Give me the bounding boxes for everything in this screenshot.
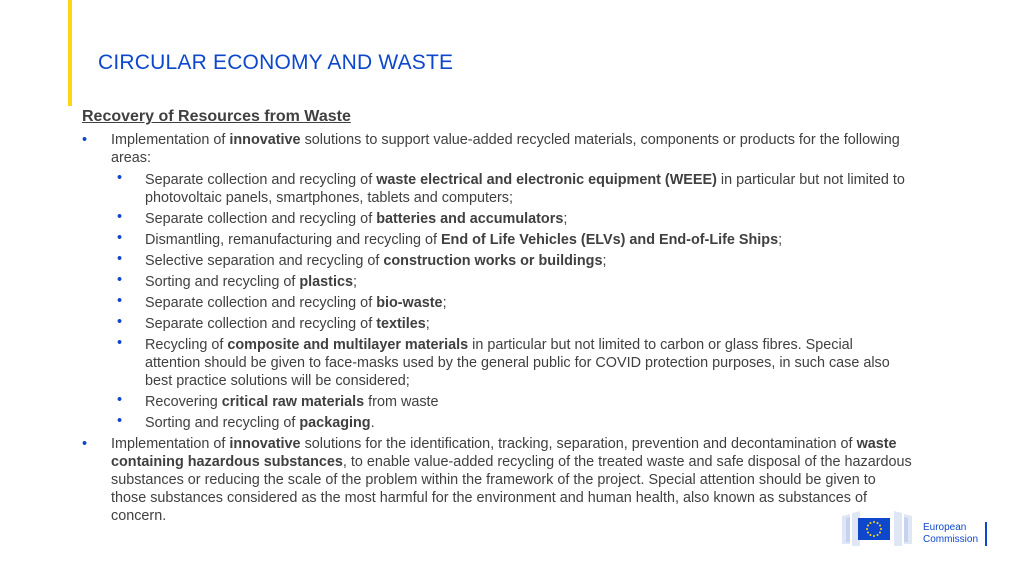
eu-flag-icon <box>858 518 890 540</box>
bullet-dot-icon: • <box>117 170 123 186</box>
sub-item: • Sorting and recycling of packaging. <box>117 413 375 431</box>
bullet-dot-icon: • <box>117 413 123 429</box>
bullet-dot-icon: • <box>117 251 123 267</box>
logo-divider <box>985 522 987 546</box>
sub-item: • Separate collection and recycling of batteries and accumulators; <box>117 209 568 227</box>
bullet-dot-icon: • <box>117 272 123 288</box>
slide-title: CIRCULAR ECONOMY AND WASTE <box>98 51 454 74</box>
bullet-dot-icon: • <box>117 314 123 330</box>
bullet-dot-icon: • <box>117 209 123 225</box>
sub-item: • Separate collection and recycling of textiles; <box>117 314 430 332</box>
slide-content <box>82 108 912 525</box>
bullet-dot-icon: • <box>117 293 123 309</box>
sub-list <box>82 171 912 432</box>
bullet-dot-icon: • <box>117 230 123 246</box>
bullet-dot-icon: • <box>117 392 123 408</box>
sub-item: • Recovering critical raw materials from waste <box>117 392 439 410</box>
sub-item: • Dismantling, remanufacturing and recycling of End of Life Vehicles (ELVs) and End-of-Life Ships; <box>117 230 783 248</box>
european-commission-logo <box>842 508 988 548</box>
bullet-item-1 <box>82 131 912 167</box>
bullet-item-2 <box>82 435 912 525</box>
bullet-dot-icon: • <box>117 335 123 351</box>
commission-name: European Commission <box>923 522 979 545</box>
sub-item: • Recycling of composite and multilayer materials in particular but not limited to carbon or glass fibres. Special attention should be given to face-masks used by the general public for COVID protection purposes, in such case also best practice solutions will be considered; <box>117 335 890 389</box>
bullet-dot-icon: • <box>82 132 88 148</box>
bullet-dot-icon: • <box>82 436 88 452</box>
bullet-text: Implementation of innovative solutions to support value-added recycled materials, components or products for the following areas: <box>111 132 900 166</box>
bullet-text: Implementation of innovative solutions for the identification, tracking, separation, prevention and decontamination of waste containing hazardous substances, to enable value-added recycling of the treated waste and safe disposal of the hazardous substances or reducing the scale of the problem within the framework of the project. Special attention should be given to those substances considered as the most harmful for the environment and human health, also known as substances of concern. <box>111 436 912 524</box>
accent-bar <box>68 0 72 106</box>
sub-item: • Selective separation and recycling of construction works or buildings; <box>117 251 607 269</box>
sub-item: • Sorting and recycling of plastics; <box>117 272 357 290</box>
section-heading: Recovery of Resources from Waste <box>82 108 351 125</box>
sub-item: • Separate collection and recycling of bio-waste; <box>117 293 447 311</box>
sub-item: • Separate collection and recycling of waste electrical and electronic equipment (WEEE) in particular but not limited to photovoltaic panels, smartphones, tablets and computers; <box>117 170 905 206</box>
